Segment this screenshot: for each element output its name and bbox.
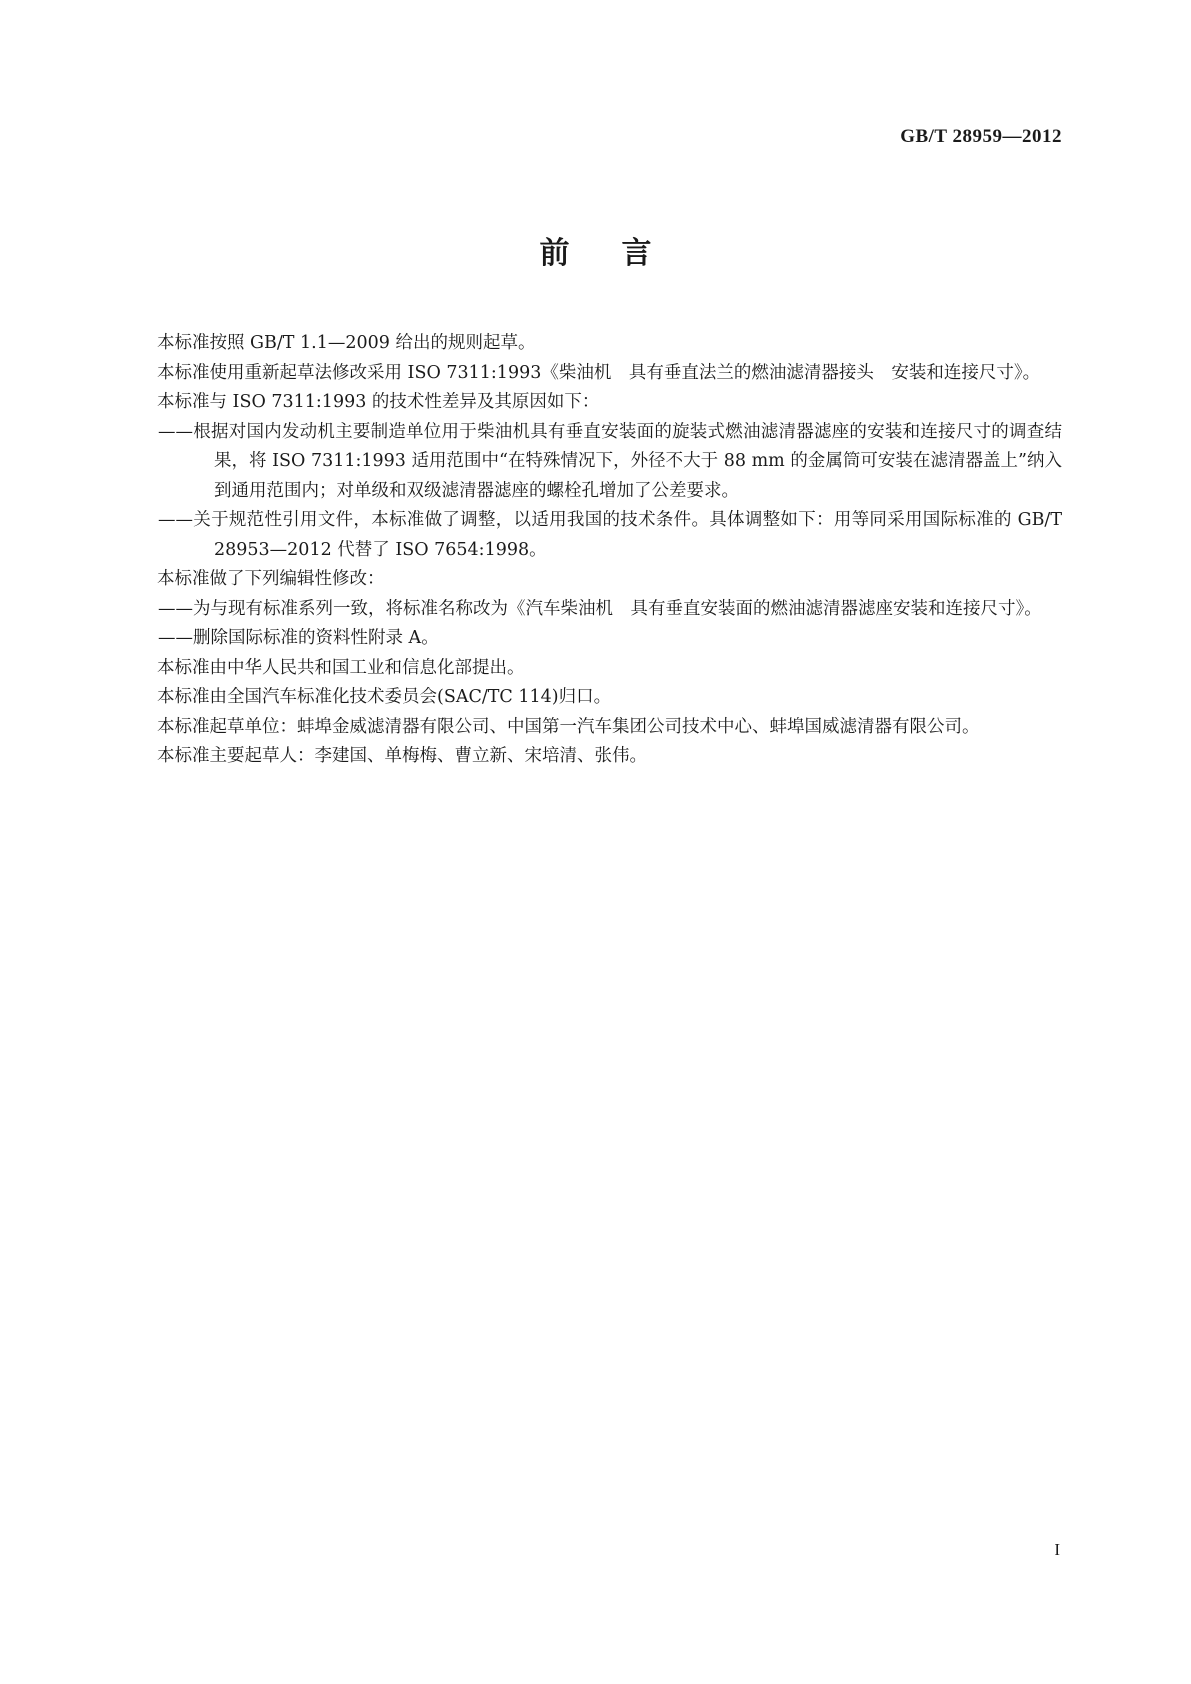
standard-code: GB/T 28959—2012 bbox=[900, 126, 1062, 147]
paragraph-technical-differences: 本标准与 ISO 7311:1993 的技术性差异及其原因如下： bbox=[157, 392, 600, 412]
paragraph-proposer: 本标准由中华人民共和国工业和信息化部提出。 bbox=[157, 657, 525, 678]
page-number: I bbox=[1054, 1540, 1060, 1559]
paragraph-editorial-changes: 本标准做了下列编辑性修改： bbox=[157, 569, 385, 589]
list-item-title-change: ——为与现有标准系列一致，将标准名称改为《汽车柴油机 具有垂直安装面的燃油滤清器滤座安装和连接尺寸》。 bbox=[158, 598, 1042, 619]
paragraph-drafters: 本标准主要起草人：李建国、单梅梅、曹立新、宋培清、张伟。 bbox=[157, 746, 647, 766]
list-item-references-change: ——关于规范性引用文件，本标准做了调整，以适用我国的技术条件。具体调整如下：用等同采用国际标准的 GB/T 28953—2012 代替了 ISO 7654:1998。 bbox=[158, 510, 1062, 560]
list-item-annex-removed: ——删除国际标准的资料性附录 A。 bbox=[158, 628, 439, 648]
list-item-scope-change: ——根据对国内发动机主要制造单位用于柴油机具有垂直安装面的旋装式燃油滤清器滤座的安装和连接尺寸的调查结果，将 ISO 7311:1993 适用范围中“在特殊情况下，外径不大于 88 mm 的金属筒可安装在滤清器盖上”纳入到通用范围内；对单级和双级滤清器滤座的螺栓孔增加了公差要求。 bbox=[158, 421, 1062, 501]
foreword-body bbox=[122, 329, 1062, 772]
page-title: 前言 bbox=[539, 236, 704, 271]
paragraph-drafting-rules: 本标准按照 GB/T 1.1—2009 给出的规则起草。 bbox=[157, 333, 536, 353]
paragraph-drafting-units: 本标准起草单位：蚌埠金威滤清器有限公司、中国第一汽车集团公司技术中心、蚌埠国威滤清器有限公司。 bbox=[157, 716, 980, 737]
paragraph-adoption: 本标准使用重新起草法修改采用 ISO 7311:1993《柴油机 具有垂直法兰的燃油滤清器接头 安装和连接尺寸》。 bbox=[157, 362, 1041, 383]
paragraph-committee: 本标准由全国汽车标准化技术委员会(SAC/TC 114)归口。 bbox=[157, 687, 612, 707]
